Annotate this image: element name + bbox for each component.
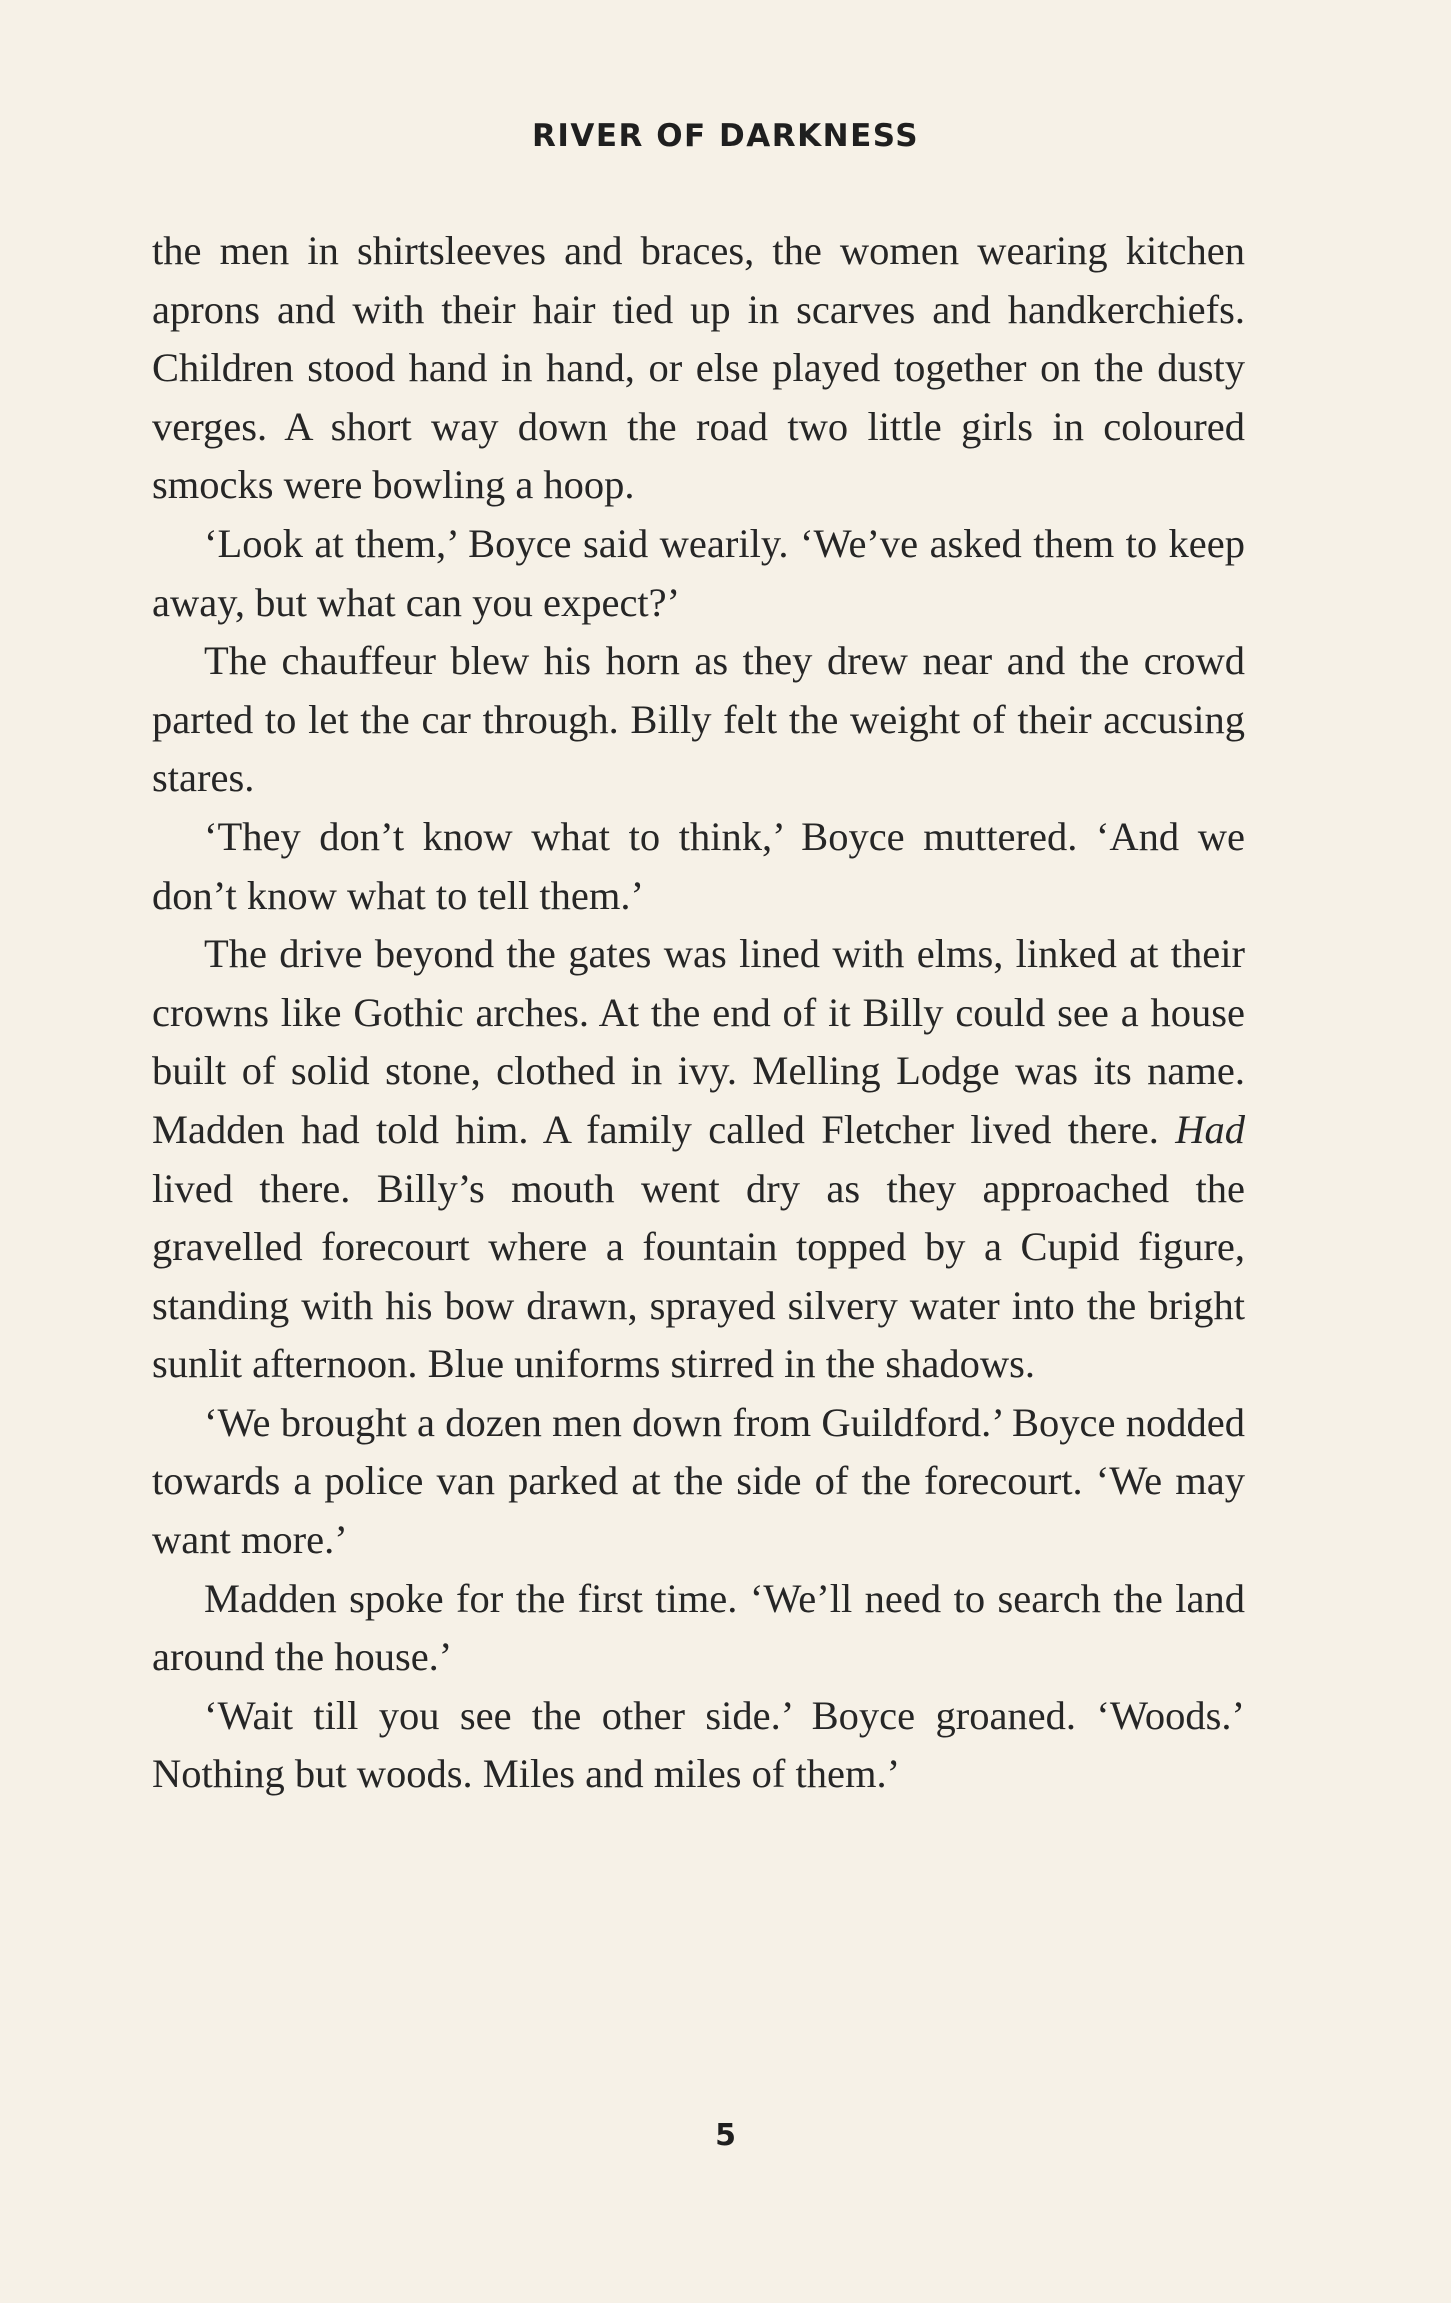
paragraph-text: The drive beyond the gates was lined with elms, linked at their crowns like Gothic arches. At the end of it Billy could see a house built of solid stone, clothed in ivy. Melling Lodge was its name. Madden had told him. A family called Fletcher lived there. xyxy=(152,931,1245,1152)
paragraph xyxy=(152,925,1245,1394)
paragraph: the men in shirtsleeves and braces, the women wearing kitchen aprons and with their hair tied up in scarves and handkerchiefs. Children stood hand in hand, or else played together on the dusty verges. A short way down the road two little girls in coloured smocks were bowling a hoop. xyxy=(152,228,1245,508)
paragraph-text: lived there. Billy’s mouth went dry as they approached the gravelled forecourt where a fountain topped by a Cupid figure, standing with his bow drawn, sprayed silvery water into the bright sunlit afternoon. Blue uniforms stirred in the shadows. xyxy=(152,1165,1245,1387)
paragraph: ‘Wait till you see the other side.’ Boyce groaned. ‘Woods.’ Nothing but woods. Miles and miles of them.’ xyxy=(152,1692,1245,1797)
paragraph: ‘We brought a dozen men down from Guildford.’ Boyce nodded towards a police van parked at the side of the forecourt. ‘We may want more.’ xyxy=(152,1399,1245,1563)
paragraph: The chauffeur blew his horn as they drew near and the crowd parted to let the car through. Billy felt the weight of their accusing stares. xyxy=(152,638,1245,801)
running-head: RIVER OF DARKNESS xyxy=(531,118,920,154)
paragraph: Madden spoke for the first time. ‘We’ll need to search the land around the house.’ xyxy=(152,1575,1245,1680)
paragraph: ‘Look at them,’ Boyce said wearily. ‘We’ve asked them to keep away, but what can you expect?’ xyxy=(152,520,1245,625)
page-number: 5 xyxy=(715,2118,736,2153)
body-text xyxy=(152,222,1245,1804)
italic-word: Had xyxy=(1175,1106,1245,1152)
paragraph: ‘They don’t know what to think,’ Boyce muttered. ‘And we don’t know what to tell them.’ xyxy=(152,813,1245,918)
